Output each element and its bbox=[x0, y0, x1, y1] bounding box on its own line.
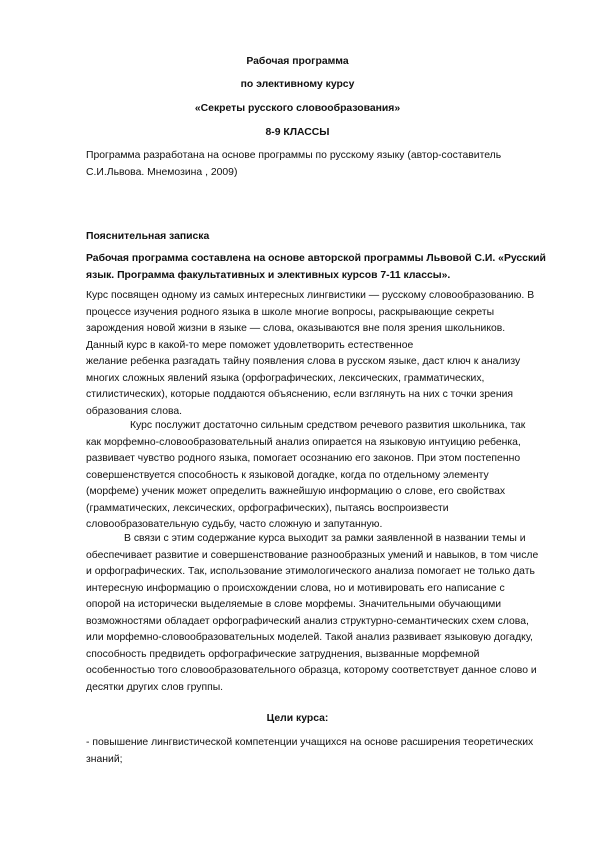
text-line: образования слова. bbox=[86, 405, 183, 417]
basis-paragraph bbox=[86, 251, 554, 284]
text-line: как морфемно-словообразовательный анализ опирается на языковую интуицию ребенка, bbox=[86, 436, 521, 448]
text-line: Рабочая программа составлена на основе авторской программы Львовой С.И. «Русский bbox=[86, 253, 546, 264]
text-line: опорой на исторически выделяемые в слове морфемы. Значительными обучающими bbox=[86, 599, 502, 610]
text-line: десятки других слов группы. bbox=[86, 681, 224, 693]
intro-paragraph bbox=[86, 148, 554, 181]
text-line: совершенствуется способность к языковой догадке, когда по отдельному элементу bbox=[86, 469, 489, 481]
goal-item: - повышение лингвистической компетенции учащихся на основе расширения теоретических bbox=[86, 737, 534, 748]
goal-item: знаний; bbox=[86, 753, 123, 765]
text-line: Курс посвящен одному из самых интересных лингвистики — русскому словообразованию. В bbox=[86, 290, 535, 301]
text-line: (грамматических, лексических, орфографических), пытаясь воспроизвести bbox=[86, 502, 449, 514]
text-line: и орфографических. Так, использование этимологического анализа помогает не только дать bbox=[86, 566, 535, 577]
text-line: обеспечивает развитие и совершенствование разнообразных умений и навыков, в том числе bbox=[86, 549, 539, 561]
paragraph-1 bbox=[86, 288, 554, 420]
text-line: Программа разработана на основе программы по русскому языку (автор-составитель bbox=[86, 150, 502, 161]
text-line: особенностью того словообразовательного образца, которому соответствует данное слово и bbox=[86, 665, 537, 676]
text-line: стилистических), которые поддаются объяснению, если взглянуть на них с точки зрения bbox=[86, 389, 514, 400]
text-line: процессе изучения родного языка в школе многие вопросы, раскрывающие секреты bbox=[86, 306, 495, 318]
paragraph-3 bbox=[86, 531, 554, 696]
text-line: Данный курс в какой-то мере поможет удовлетворить естественное bbox=[86, 339, 414, 351]
text-line: интересную информацию о происхождении слова, но и мотивировать его написание с bbox=[86, 582, 505, 594]
text-line: Курс послужит достаточно сильным средством речевого развития школьника, так bbox=[130, 420, 526, 431]
text-line: развивает чувство родного языка, помогает осознанию его законов. При этом постепенно bbox=[86, 453, 521, 464]
text-line: желание ребенка разгадать тайну появления слова в русском языке, даст ключ к анализу bbox=[86, 356, 521, 367]
text-line: словообразовательную судьбу, часто сложную и запутанную. bbox=[86, 519, 383, 530]
doc-title-line-2: по элективному курсу bbox=[240, 79, 355, 90]
doc-title-line-4: 8-9 КЛАССЫ bbox=[265, 127, 330, 138]
goals-title: Цели курса: bbox=[266, 713, 329, 724]
text-line: В связи с этим содержание курса выходит за рамки заявленной в названии темы и bbox=[124, 533, 526, 544]
goals-list bbox=[86, 735, 554, 768]
text-line: зарождения новой жизни в языке — слова, оказываются вне поля зрения школьников. bbox=[86, 323, 506, 334]
text-line: С.И.Львова. Мнемозина , 2009) bbox=[86, 166, 238, 178]
text-line: или морфемно-словообразовательных моделей. Такой анализ развивает языковую догадку, bbox=[86, 632, 533, 643]
text-line: возможностями обладает орфографический анализ структурно-семантических схем слова, bbox=[86, 615, 529, 627]
doc-title-line-1: Рабочая программа bbox=[246, 56, 349, 67]
text-line: (морфеме) ученик может определить важнейшую информацию о слове, его свойствах bbox=[86, 486, 506, 497]
doc-title-line-3: «Секреты русского словообразования» bbox=[194, 103, 401, 114]
text-line: многих сложных явлений языка (орфографических, лексических, грамматических, bbox=[86, 372, 485, 384]
text-line: язык. Программа факультативных и элективных курсов 7-11 классы». bbox=[86, 269, 451, 281]
text-line: способность предвидеть орфографические затруднения, вызванные морфемной bbox=[86, 648, 480, 660]
paragraph-2 bbox=[86, 418, 554, 534]
section-title: Пояснительная записка bbox=[86, 231, 210, 242]
